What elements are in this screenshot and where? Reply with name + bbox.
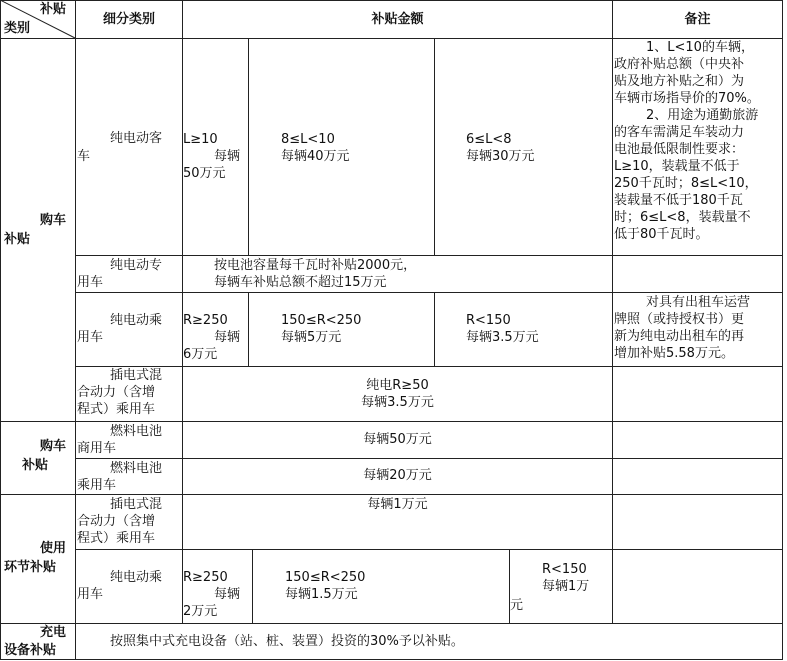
bev-usage-tier3-unit: 每辆1万 <box>542 579 590 594</box>
bev-passenger-note-line: 增加补贴5.58万元。 <box>614 346 734 361</box>
header-category-top: 补贴 <box>40 2 67 17</box>
usage-tier-line-1 <box>252 549 253 624</box>
bev-passenger-tier3-cond: R<150 <box>466 313 511 328</box>
bev-bus-tier3-amount: 每辆30万元 <box>466 149 535 164</box>
bev-usage-tier1-amount: 2万元 <box>183 604 218 619</box>
phev-purchase-amount-1: 纯电R≥50 <box>366 378 429 393</box>
bev-bus-note-line: 1、L<10的车辆， <box>646 40 754 55</box>
fcv-commercial-name-2: 商用车 <box>77 441 117 456</box>
bev-special-name-2: 用车 <box>77 275 104 290</box>
passenger-tier-line-1 <box>248 292 249 367</box>
table-border-bottom <box>0 659 783 660</box>
bev-bus-note-line: L≥10，装载量不低于 <box>614 159 740 174</box>
bev-special-amount-1: 按电池容量每千瓦时补贴2000元， <box>214 258 417 273</box>
bev-passenger-tier1-unit: 每辆 <box>214 330 241 345</box>
bev-passenger-tier1-cond: R≥250 <box>183 313 228 328</box>
bev-bus-name-2: 车 <box>77 149 91 164</box>
header-amount: 补贴金额 <box>371 12 424 27</box>
bev-bus-note-line: 250千瓦时；8≤L<10， <box>614 176 758 191</box>
bev-bus-tier1-cond: L≥10 <box>183 132 218 147</box>
bev-bus-tier2-cond: 8≤L<10 <box>281 132 335 147</box>
bev-passenger-note-line: 对具有出租车运营 <box>646 295 751 310</box>
bev-bus-note-line: 的客车需满足车装动力 <box>614 125 745 140</box>
bus-tier-line-2 <box>434 38 435 256</box>
col-line-3 <box>612 0 613 623</box>
fcv-passenger-amount: 每辆20万元 <box>363 468 432 483</box>
header-notes: 备注 <box>684 12 711 27</box>
bev-usage-tier1-cond: R≥250 <box>183 570 228 585</box>
bev-passenger-name-1: 纯电动乘 <box>110 313 163 328</box>
row-line-section3 <box>0 623 783 624</box>
section-charging-label-1: 充电 <box>40 625 67 640</box>
phev-purchase-name-2: 合动力（含增 <box>77 385 156 400</box>
table-border-top <box>0 0 783 1</box>
row-line-fcv <box>75 458 783 459</box>
bev-bus-note-line: 2、用途为通勤旅游 <box>646 108 759 123</box>
bev-usage-tier1-unit: 每辆 <box>214 587 241 602</box>
phev-purchase-amount-2: 每辆3.5万元 <box>361 395 434 410</box>
fcv-passenger-name-1: 燃料电池 <box>110 461 163 476</box>
phev-purchase-name-1: 插电式混 <box>110 368 163 383</box>
bev-bus-note-line: 装载量不低于180千瓦 <box>614 193 743 208</box>
section-charging-label-2: 设备补贴 <box>4 643 57 658</box>
bev-bus-tier1-unit: 每辆 <box>214 149 241 164</box>
fcv-commercial-name-1: 燃料电池 <box>110 424 163 439</box>
phev-usage-name-3: 程式）乘用车 <box>77 531 156 546</box>
bev-bus-note-line: 电池最低限制性要求： <box>614 142 745 157</box>
fcv-passenger-name-2: 乘用车 <box>77 478 117 493</box>
bev-bus-note-line: 时；6≤L<8，装载量不 <box>614 210 751 225</box>
charging-amount: 按照集中式充电设备（站、桩、装置）投资的30%予以补贴。 <box>110 634 464 649</box>
bev-usage-tier2-cond: 150≤R<250 <box>285 570 366 585</box>
bev-special-amount-2: 每辆车补贴总额不超过15万元 <box>214 275 387 290</box>
row-line-passenger <box>75 366 783 367</box>
bev-usage-tier2-amount: 每辆1.5万元 <box>285 587 358 602</box>
bev-passenger-tier3-amount: 每辆3.5万元 <box>466 330 539 345</box>
bev-bus-note-line: 车辆市场指导价的70%。 <box>614 91 760 106</box>
phev-usage-name-2: 合动力（含增 <box>77 514 156 529</box>
fcv-commercial-amount: 每辆50万元 <box>363 432 432 447</box>
bev-bus-name-1: 纯电动客 <box>110 131 163 146</box>
bev-passenger-tier1-amount: 6万元 <box>183 347 218 362</box>
bev-passenger-name-2: 用车 <box>77 330 104 345</box>
row-line-bus <box>75 255 783 256</box>
bev-bus-tier1-amount: 50万元 <box>183 166 226 181</box>
table-border-left <box>0 0 1 660</box>
bev-bus-note-line: 低于80千瓦时。 <box>614 227 709 242</box>
bev-special-name-1: 纯电动专 <box>110 258 163 273</box>
row-line-usage <box>75 549 783 550</box>
section-fcv-label-2: 补贴 <box>22 458 49 473</box>
phev-usage-name-1: 插电式混 <box>110 497 163 512</box>
bev-bus-tier3-cond: 6≤L<8 <box>466 132 512 147</box>
section-purchase-label-1: 购车 <box>40 213 67 228</box>
bev-usage-name-1: 纯电动乘 <box>110 570 163 585</box>
bev-bus-tier2-amount: 每辆40万元 <box>281 149 350 164</box>
phev-usage-amount: 每辆1万元 <box>367 497 428 512</box>
section-usage-label-2: 环节补贴 <box>4 560 57 575</box>
bev-bus-note-line: 政府补贴总额（中央补 <box>614 57 745 72</box>
passenger-tier-line-2 <box>434 292 435 367</box>
bus-tier-line-1 <box>248 38 249 256</box>
table-border-right <box>782 0 783 660</box>
row-line-section2 <box>0 494 783 495</box>
bev-passenger-tier2-cond: 150≤R<250 <box>281 313 362 328</box>
section-usage-label-1: 使用 <box>40 541 67 556</box>
section-purchase-label-2: 补贴 <box>4 232 31 247</box>
bev-passenger-notes <box>614 294 782 362</box>
bev-usage-name-2: 用车 <box>77 587 104 602</box>
bev-usage-tier3-cond: R<150 <box>542 562 587 577</box>
bev-passenger-note-line: 牌照（或持授权书）更 <box>614 312 745 327</box>
bev-passenger-tier2-amount: 每辆5万元 <box>281 330 342 345</box>
header-category-bottom: 类别 <box>4 21 31 36</box>
row-line-special <box>75 292 783 293</box>
phev-purchase-name-3: 程式）乘用车 <box>77 402 156 417</box>
col-line-1 <box>75 0 76 660</box>
section-fcv-label-1: 购车 <box>40 439 67 454</box>
header-subcategory: 细分类别 <box>102 12 155 27</box>
bev-bus-note-line: 贴及地方补贴之和）为 <box>614 74 745 89</box>
row-line-section1 <box>0 421 783 422</box>
bev-usage-tier3-amount: 元 <box>510 598 524 613</box>
bev-bus-notes <box>614 39 782 243</box>
bev-passenger-note-line: 新为纯电动出租车的再 <box>614 329 745 344</box>
